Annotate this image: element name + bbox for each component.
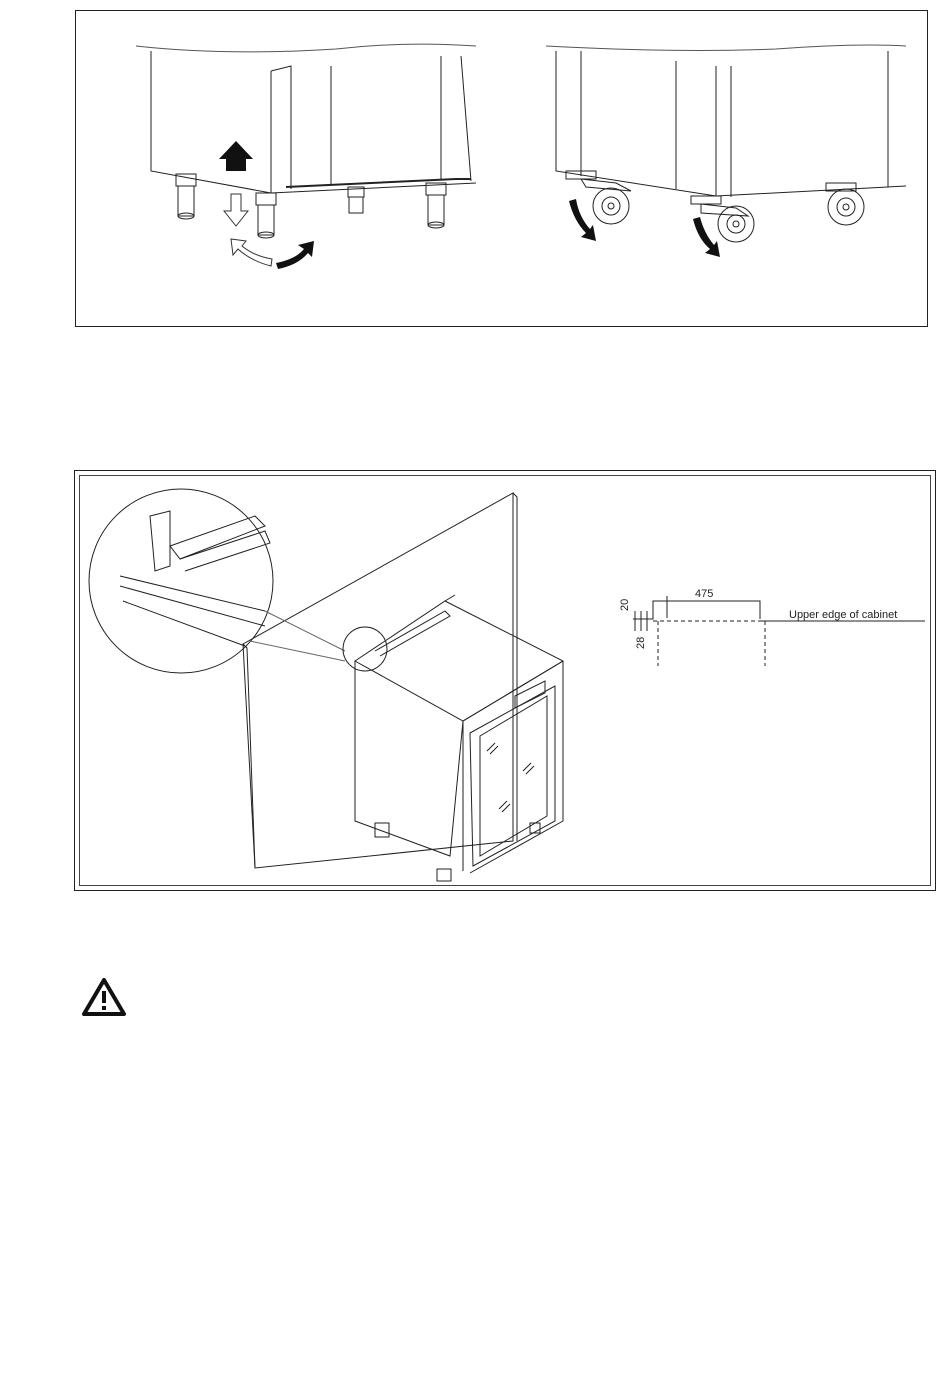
rotate-left-outline-icon bbox=[231, 239, 272, 266]
dimension-width-label: 475 bbox=[695, 588, 714, 600]
figure-feet-and-castors bbox=[75, 10, 928, 327]
dimension-drawing bbox=[633, 596, 925, 666]
installation-illustration bbox=[75, 471, 937, 892]
upper-edge-label: Upper edge of cabinet bbox=[789, 609, 898, 621]
rotate-right-icon bbox=[276, 241, 314, 269]
feet-castors-illustration bbox=[76, 11, 929, 328]
curved-arrow-down-icon bbox=[569, 199, 720, 257]
warning-triangle-icon bbox=[80, 976, 128, 1018]
dimension-depth-label: 28 bbox=[635, 636, 647, 649]
arrow-up-icon bbox=[219, 141, 253, 171]
arrow-down-outline-icon bbox=[224, 194, 248, 226]
figure-built-in-installation bbox=[74, 470, 936, 891]
dimension-gap-label: 20 bbox=[619, 598, 631, 611]
detail-circle bbox=[89, 489, 273, 673]
